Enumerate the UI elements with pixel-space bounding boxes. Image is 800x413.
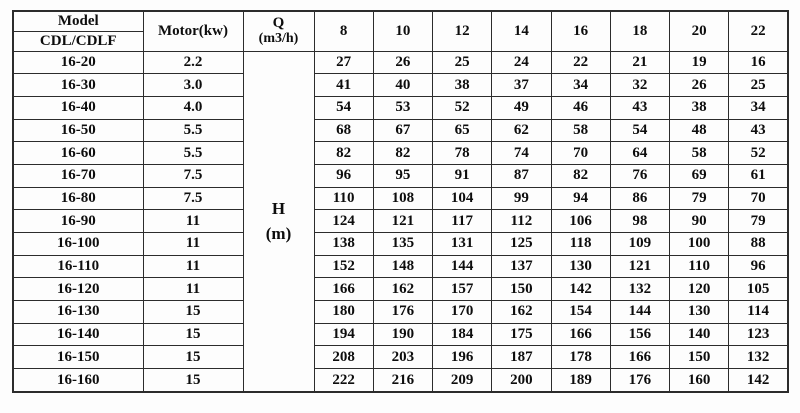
head-value-cell-16-80-q22: 70 (729, 187, 788, 210)
model-cell: 16-150 (13, 346, 143, 369)
table-row-16-150 (13, 346, 788, 369)
head-value-cell-16-130-q16: 154 (551, 301, 610, 324)
head-value-cell-16-150-q14: 187 (492, 346, 551, 369)
head-value-cell-16-50-q14: 62 (492, 119, 551, 142)
head-value-cell-16-90-q8: 124 (314, 210, 373, 233)
model-cell: 16-60 (13, 142, 143, 165)
model-cell: 16-160 (13, 369, 143, 392)
head-value-cell-16-140-q18: 156 (610, 323, 669, 346)
head-value-cell-16-90-q20: 90 (670, 210, 729, 233)
head-value-cell-16-30-q14: 37 (492, 74, 551, 97)
head-value-cell-16-140-q12: 184 (433, 323, 492, 346)
head-value-cell-16-100-q8: 138 (314, 233, 373, 256)
head-value-cell-16-160-q20: 160 (670, 369, 729, 392)
motor-kw-cell: 11 (143, 210, 243, 233)
head-value-cell-16-60-q18: 64 (610, 142, 669, 165)
head-value-cell-16-40-q16: 46 (551, 96, 610, 119)
model-cell: 16-100 (13, 233, 143, 256)
head-value-cell-16-30-q20: 26 (670, 74, 729, 97)
head-value-cell-16-20-q18: 21 (610, 51, 669, 74)
head-value-cell-16-90-q10: 121 (373, 210, 432, 233)
head-value-cell-16-80-q16: 94 (551, 187, 610, 210)
head-value-cell-16-80-q20: 79 (670, 187, 729, 210)
head-value-cell-16-140-q22: 123 (729, 323, 788, 346)
model-cell: 16-90 (13, 210, 143, 233)
motor-kw-cell: 4.0 (143, 96, 243, 119)
head-value-cell-16-160-q18: 176 (610, 369, 669, 392)
head-value-cell-16-120-q12: 157 (433, 278, 492, 301)
head-value-cell-16-70-q22: 61 (729, 164, 788, 187)
head-value-cell-16-150-q18: 166 (610, 346, 669, 369)
head-value-cell-16-40-q14: 49 (492, 96, 551, 119)
head-value-cell-16-160-q12: 209 (433, 369, 492, 392)
head-value-cell-16-160-q22: 142 (729, 369, 788, 392)
motor-kw-cell: 5.5 (143, 119, 243, 142)
head-value-cell-16-90-q16: 106 (551, 210, 610, 233)
table-row-16-140 (13, 323, 788, 346)
table-row-16-130 (13, 301, 788, 324)
flow-rate-header-22: 22 (729, 11, 788, 51)
head-value-cell-16-40-q12: 52 (433, 96, 492, 119)
flow-unit-text: (m3/h) (258, 31, 299, 47)
table-row-16-120 (13, 278, 788, 301)
head-value-cell-16-140-q14: 175 (492, 323, 551, 346)
head-unit-symbol: H (271, 198, 286, 218)
head-unit-text: (m) (265, 223, 292, 243)
table-row-16-70 (13, 164, 788, 187)
flow-unit-symbol: Q (272, 15, 285, 32)
head-value-cell-16-60-q20: 58 (670, 142, 729, 165)
table-row-16-80 (13, 187, 788, 210)
head-value-cell-16-130-q14: 162 (492, 301, 551, 324)
flow-rate-header-14: 14 (492, 11, 551, 51)
flow-rate-header-12: 12 (433, 11, 492, 51)
table-header (13, 11, 788, 51)
head-value-cell-16-80-q12: 104 (433, 187, 492, 210)
pump-spec-table (12, 10, 789, 393)
model-cell: 16-70 (13, 164, 143, 187)
motor-kw-cell: 2.2 (143, 51, 243, 74)
head-value-cell-16-120-q8: 166 (314, 278, 373, 301)
head-value-cell-16-130-q20: 130 (670, 301, 729, 324)
model-series-header: CDL/CDLF (13, 31, 143, 51)
motor-header: Motor(kw) (143, 11, 243, 51)
head-value-cell-16-40-q18: 43 (610, 96, 669, 119)
head-value-cell-16-160-q8: 222 (314, 369, 373, 392)
head-value-cell-16-60-q8: 82 (314, 142, 373, 165)
head-value-cell-16-120-q10: 162 (373, 278, 432, 301)
head-value-cell-16-100-q14: 125 (492, 233, 551, 256)
motor-kw-cell: 3.0 (143, 74, 243, 97)
head-value-cell-16-60-q16: 70 (551, 142, 610, 165)
head-value-cell-16-100-q22: 88 (729, 233, 788, 256)
head-value-cell-16-50-q20: 48 (670, 119, 729, 142)
head-value-cell-16-110-q18: 121 (610, 255, 669, 278)
flow-unit-header (243, 11, 314, 51)
head-value-cell-16-30-q16: 34 (551, 74, 610, 97)
table-row-16-110 (13, 255, 788, 278)
head-value-cell-16-90-q14: 112 (492, 210, 551, 233)
head-value-cell-16-110-q10: 148 (373, 255, 432, 278)
head-value-cell-16-20-q12: 25 (433, 51, 492, 74)
head-value-cell-16-80-q10: 108 (373, 187, 432, 210)
head-value-cell-16-100-q18: 109 (610, 233, 669, 256)
table-row-16-30 (13, 74, 788, 97)
motor-kw-cell: 15 (143, 301, 243, 324)
head-value-cell-16-50-q22: 43 (729, 119, 788, 142)
head-value-cell-16-120-q16: 142 (551, 278, 610, 301)
head-value-cell-16-140-q20: 140 (670, 323, 729, 346)
motor-kw-cell: 11 (143, 233, 243, 256)
head-unit-cell (243, 51, 314, 392)
head-value-cell-16-140-q10: 190 (373, 323, 432, 346)
head-value-cell-16-150-q22: 132 (729, 346, 788, 369)
head-value-cell-16-120-q20: 120 (670, 278, 729, 301)
head-value-cell-16-20-q22: 16 (729, 51, 788, 74)
head-value-cell-16-110-q12: 144 (433, 255, 492, 278)
head-value-cell-16-70-q16: 82 (551, 164, 610, 187)
motor-kw-cell: 15 (143, 323, 243, 346)
model-cell: 16-30 (13, 74, 143, 97)
motor-kw-cell: 15 (143, 346, 243, 369)
head-value-cell-16-160-q14: 200 (492, 369, 551, 392)
head-value-cell-16-60-q10: 82 (373, 142, 432, 165)
head-value-cell-16-110-q14: 137 (492, 255, 551, 278)
motor-kw-cell: 11 (143, 255, 243, 278)
head-value-cell-16-40-q20: 38 (670, 96, 729, 119)
head-value-cell-16-150-q10: 203 (373, 346, 432, 369)
head-value-cell-16-100-q12: 131 (433, 233, 492, 256)
table-row-16-160 (13, 369, 788, 392)
head-value-cell-16-110-q20: 110 (670, 255, 729, 278)
model-cell: 16-40 (13, 96, 143, 119)
head-value-cell-16-40-q8: 54 (314, 96, 373, 119)
head-value-cell-16-40-q10: 53 (373, 96, 432, 119)
head-value-cell-16-110-q16: 130 (551, 255, 610, 278)
head-value-cell-16-30-q10: 40 (373, 74, 432, 97)
motor-kw-cell: 7.5 (143, 164, 243, 187)
head-value-cell-16-20-q10: 26 (373, 51, 432, 74)
head-value-cell-16-30-q22: 25 (729, 74, 788, 97)
head-value-cell-16-70-q8: 96 (314, 164, 373, 187)
head-value-cell-16-150-q20: 150 (670, 346, 729, 369)
head-value-cell-16-70-q14: 87 (492, 164, 551, 187)
head-value-cell-16-30-q12: 38 (433, 74, 492, 97)
table-row-16-40 (13, 96, 788, 119)
head-value-cell-16-20-q16: 22 (551, 51, 610, 74)
head-value-cell-16-70-q20: 69 (670, 164, 729, 187)
table-body (13, 51, 788, 392)
flow-rate-header-8: 8 (314, 11, 373, 51)
head-value-cell-16-130-q12: 170 (433, 301, 492, 324)
model-cell: 16-20 (13, 51, 143, 74)
table-row-16-50 (13, 119, 788, 142)
head-value-cell-16-70-q10: 95 (373, 164, 432, 187)
motor-kw-cell: 5.5 (143, 142, 243, 165)
flow-rate-header-18: 18 (610, 11, 669, 51)
head-value-cell-16-160-q10: 216 (373, 369, 432, 392)
head-value-cell-16-130-q18: 144 (610, 301, 669, 324)
head-value-cell-16-30-q18: 32 (610, 74, 669, 97)
model-header: Model (13, 11, 143, 31)
head-value-cell-16-110-q8: 152 (314, 255, 373, 278)
head-value-cell-16-150-q12: 196 (433, 346, 492, 369)
head-value-cell-16-100-q16: 118 (551, 233, 610, 256)
head-value-cell-16-80-q18: 86 (610, 187, 669, 210)
head-value-cell-16-130-q8: 180 (314, 301, 373, 324)
head-value-cell-16-140-q16: 166 (551, 323, 610, 346)
head-value-cell-16-120-q14: 150 (492, 278, 551, 301)
head-value-cell-16-20-q8: 27 (314, 51, 373, 74)
model-cell: 16-110 (13, 255, 143, 278)
head-value-cell-16-150-q16: 178 (551, 346, 610, 369)
head-value-cell-16-70-q18: 76 (610, 164, 669, 187)
flow-rate-header-10: 10 (373, 11, 432, 51)
head-value-cell-16-160-q16: 189 (551, 369, 610, 392)
head-value-cell-16-30-q8: 41 (314, 74, 373, 97)
model-cell: 16-80 (13, 187, 143, 210)
head-value-cell-16-50-q12: 65 (433, 119, 492, 142)
head-value-cell-16-60-q12: 78 (433, 142, 492, 165)
head-value-cell-16-80-q8: 110 (314, 187, 373, 210)
head-value-cell-16-90-q18: 98 (610, 210, 669, 233)
header-row-top (13, 11, 788, 31)
head-value-cell-16-90-q22: 79 (729, 210, 788, 233)
flow-rate-header-20: 20 (670, 11, 729, 51)
model-cell: 16-120 (13, 278, 143, 301)
head-value-cell-16-70-q12: 91 (433, 164, 492, 187)
head-value-cell-16-50-q18: 54 (610, 119, 669, 142)
motor-kw-cell: 11 (143, 278, 243, 301)
head-value-cell-16-40-q22: 34 (729, 96, 788, 119)
motor-kw-cell: 7.5 (143, 187, 243, 210)
head-value-cell-16-90-q12: 117 (433, 210, 492, 233)
head-value-cell-16-120-q18: 132 (610, 278, 669, 301)
head-value-cell-16-80-q14: 99 (492, 187, 551, 210)
model-cell: 16-130 (13, 301, 143, 324)
head-value-cell-16-50-q8: 68 (314, 119, 373, 142)
head-value-cell-16-60-q22: 52 (729, 142, 788, 165)
head-value-cell-16-100-q10: 135 (373, 233, 432, 256)
table-row-16-90 (13, 210, 788, 233)
head-value-cell-16-100-q20: 100 (670, 233, 729, 256)
table-row-16-60 (13, 142, 788, 165)
model-cell: 16-140 (13, 323, 143, 346)
head-value-cell-16-130-q22: 114 (729, 301, 788, 324)
head-value-cell-16-140-q8: 194 (314, 323, 373, 346)
table-row-16-100 (13, 233, 788, 256)
head-value-cell-16-60-q14: 74 (492, 142, 551, 165)
head-value-cell-16-20-q20: 19 (670, 51, 729, 74)
head-value-cell-16-50-q16: 58 (551, 119, 610, 142)
head-value-cell-16-50-q10: 67 (373, 119, 432, 142)
head-value-cell-16-130-q10: 176 (373, 301, 432, 324)
head-value-cell-16-110-q22: 96 (729, 255, 788, 278)
motor-kw-cell: 15 (143, 369, 243, 392)
head-value-cell-16-120-q22: 105 (729, 278, 788, 301)
head-value-cell-16-20-q14: 24 (492, 51, 551, 74)
model-cell: 16-50 (13, 119, 143, 142)
flow-rate-header-16: 16 (551, 11, 610, 51)
head-value-cell-16-150-q8: 208 (314, 346, 373, 369)
table-row-16-20 (13, 51, 788, 74)
